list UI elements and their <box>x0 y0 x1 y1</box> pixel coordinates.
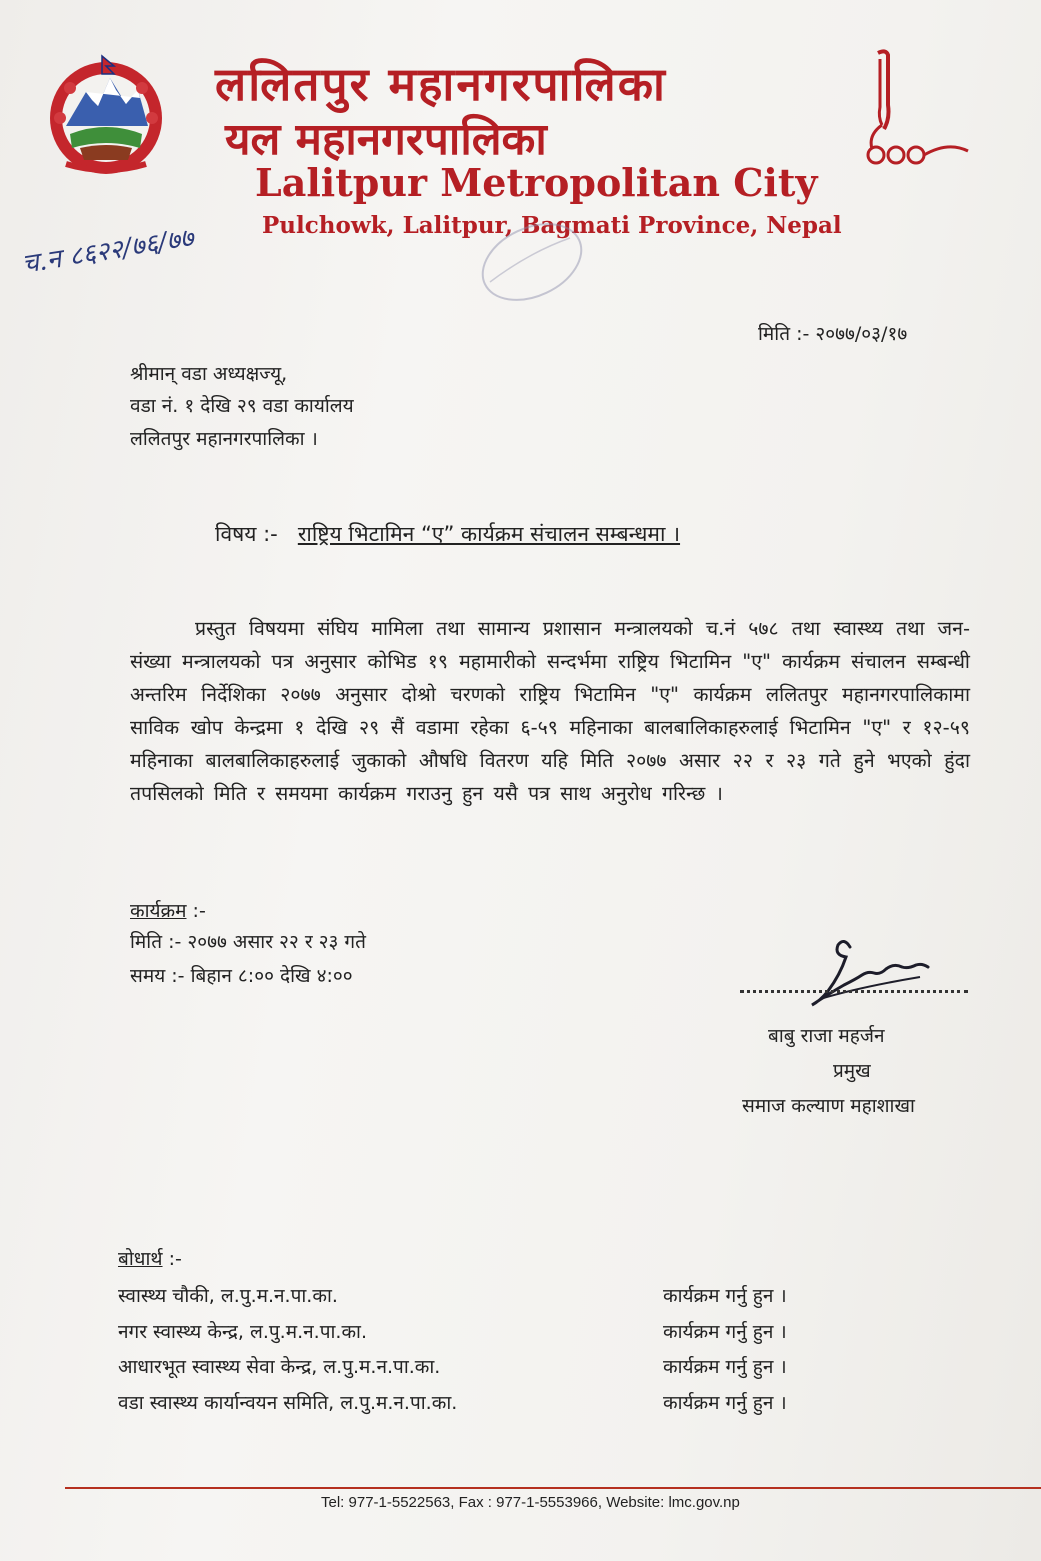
nepal-emblem-icon <box>40 48 172 180</box>
addressee-line-2: वडा नं. १ देखि २९ वडा कार्यालय <box>130 395 354 417</box>
signature-line <box>740 990 968 993</box>
handwritten-reference-number: च.न ८६२२/७६/७७ <box>19 223 196 280</box>
cc-recipient: स्वास्थ्य चौकी, ल.पु.म.न.पा.का. <box>118 1285 338 1307</box>
cc-recipient: वडा स्वास्थ्य कार्यान्वयन समिति, ल.पु.म.न.पा.का. <box>118 1392 458 1414</box>
signatory-title: प्रमुख <box>833 1060 871 1082</box>
letter-body: प्रस्तुत विषयमा संघिय मामिला तथा सामान्य प्रशासान मन्त्रालयको च.नं ५७८ तथा स्वास्थ्य तथा जन-संख्या मन्त्रालयको पत्र अनुसार कोभिड १९ महामारीको सन्दर्भमा राष्ट्रिय भिटामिन "ए" कार्यक्रम संचालन सम्बन्धी अन्तरिम निर्देशिका २०७७ अनुसार दोश्रो चरणको राष्ट्रिय भिटामिन "ए" कार्यक्रम ललितपुर महानगरपालिकामा साविक खोप केन्द्रमा १ देखि २९ सैं वडामा रहेका ६-५९ महिनाका बालबालिकाहरुलाई भिटामिन "ए" र १२-५९ महिनाका बालबालिकाहरुलाई जुकाको औषधि वितरण यहि मिति २०७७ असार २२ र २३ गते हुने भएको हुंदा तपसिलको मिति र समयमा कार्यक्रम गराउनु हुन यसै पत्र साथ अनुरोध गरिन्छ । <box>130 617 970 805</box>
subject-text: राष्ट्रिय भिटामिन “ए” कार्यक्रम संचालन सम्बन्धमा । <box>297 522 681 546</box>
city-name-nepali: ललितपुर महानगरपालिका <box>215 57 667 111</box>
footer-contact: Tel: 977-1-5522563, Fax : 977-1-5553966, Website: lmc.gov.np <box>321 1494 740 1511</box>
program-time: समय :- बिहान ८:०० देखि ४:०० <box>130 965 353 987</box>
received-stamp-icon <box>470 222 590 312</box>
city-name-newari: यल महानगरपालिका <box>225 114 547 165</box>
program-date: मिति :- २०७७ असार २२ र २३ गते <box>130 931 366 953</box>
city-logo-icon <box>858 45 976 175</box>
signature-icon <box>790 935 940 1010</box>
city-name-english: Lalitpur Metropolitan City <box>255 160 818 205</box>
cc-action: कार्यक्रम गर्नु हुन । <box>663 1321 787 1343</box>
cc-recipient: नगर स्वास्थ्य केन्द्र, ल.पु.म.न.पा.का. <box>118 1321 368 1343</box>
addressee-line-1: श्रीमान् वडा अध्यक्षज्यू, <box>130 363 288 385</box>
signatory-department: समाज कल्याण महाशाखा <box>742 1095 915 1117</box>
subject-label: विषय :- <box>215 522 278 546</box>
cc-heading-label: बोधार्थ <box>118 1248 163 1270</box>
subject-line <box>215 520 680 548</box>
program-heading-label: कार्यक्रम <box>130 900 187 922</box>
program-heading-suffix: :- <box>186 900 206 922</box>
cc-recipient: आधारभूत स्वास्थ्य सेवा केन्द्र, ल.पु.म.न.पा.का. <box>118 1356 441 1378</box>
letter-date: मिति :- २०७७/०३/१७ <box>758 323 908 345</box>
cc-heading-suffix: :- <box>162 1248 182 1270</box>
addressee-line-3: ललितपुर महानगरपालिका । <box>130 428 318 450</box>
cc-heading <box>118 1245 182 1271</box>
city-address: Pulchowk, Lalitpur, Bagmati Province, Nepal <box>262 212 842 239</box>
cc-action: कार्यक्रम गर्नु हुन । <box>663 1285 787 1307</box>
program-heading <box>130 897 206 923</box>
footer-divider <box>65 1487 1041 1489</box>
signatory-name: बाबु राजा महर्जन <box>768 1025 885 1047</box>
cc-action: कार्यक्रम गर्नु हुन । <box>663 1356 787 1378</box>
cc-action: कार्यक्रम गर्नु हुन । <box>663 1392 787 1414</box>
